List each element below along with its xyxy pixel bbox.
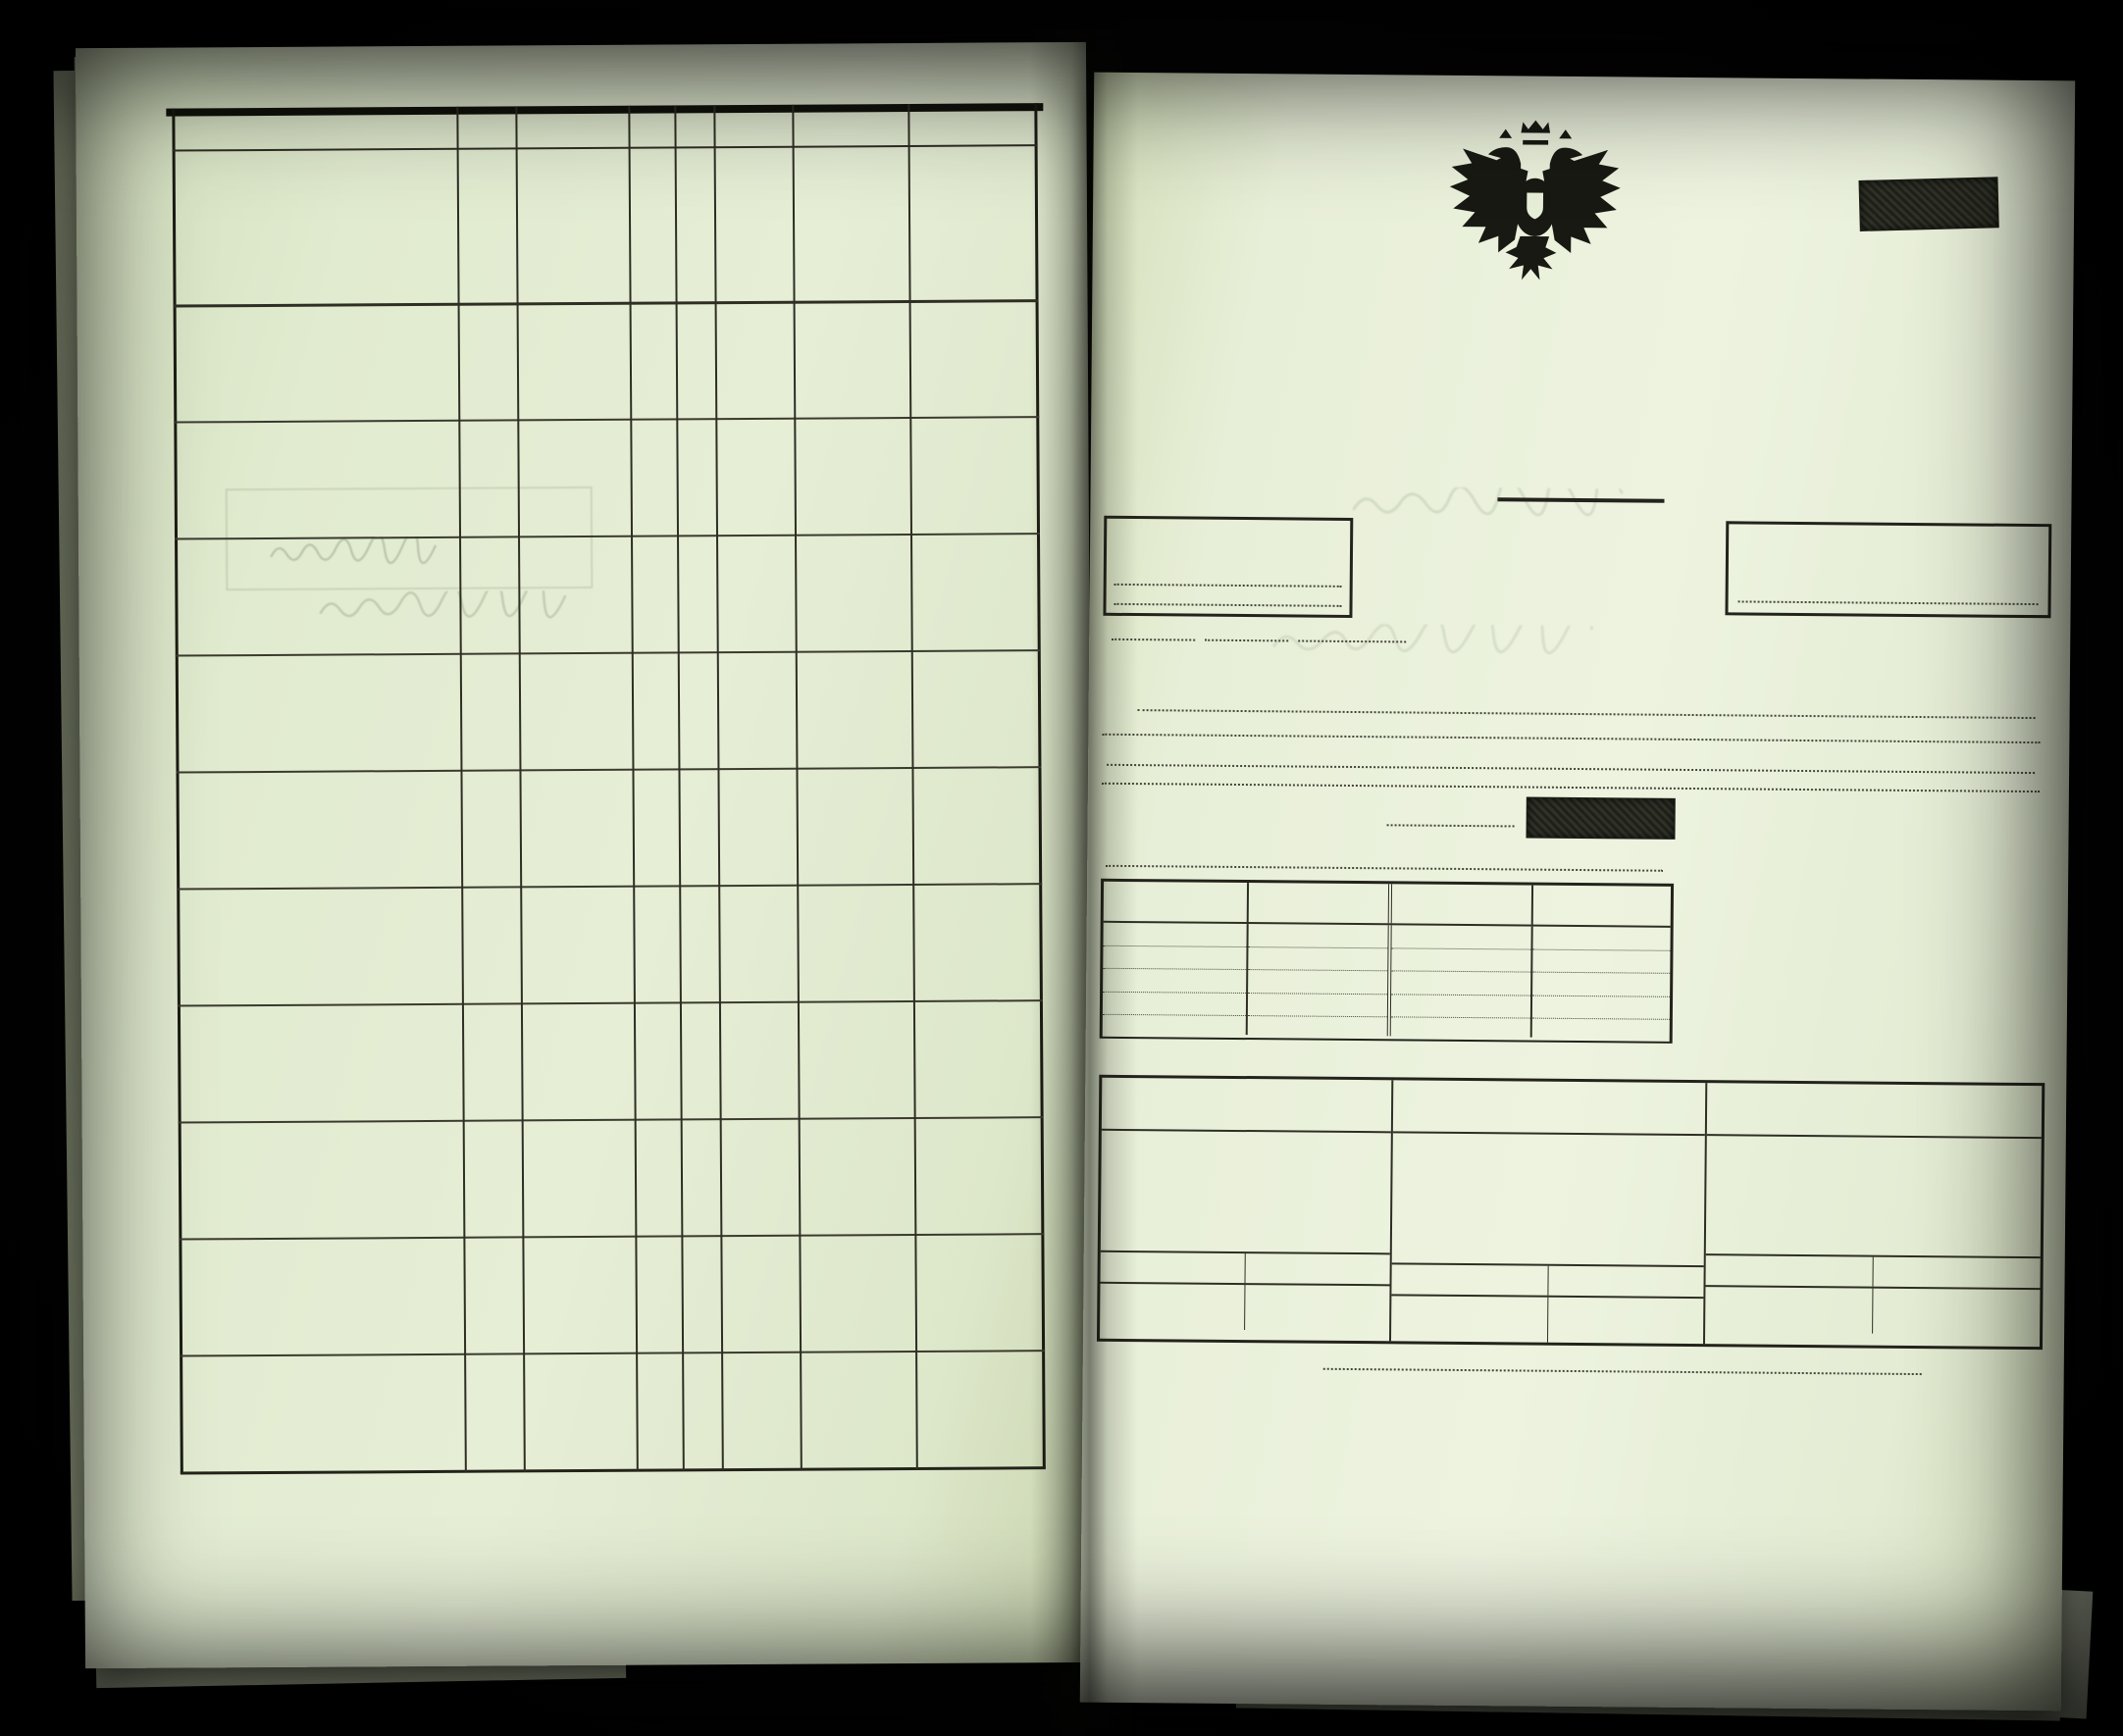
count-cell-blank (1705, 1287, 1873, 1333)
village-question-line1 (1103, 657, 2040, 685)
rules-paragraph (1580, 1432, 2040, 1436)
building-row-blank (1532, 973, 1670, 997)
household-no-stamp (1527, 798, 1674, 839)
province-label (1107, 519, 1350, 531)
gridline (515, 106, 526, 1471)
building-row-blank (1248, 994, 1387, 1018)
count-header (1393, 1080, 1705, 1136)
precinct-line (1107, 622, 1823, 646)
count-cell-blank (1547, 1298, 1703, 1344)
law-line (1091, 449, 2072, 458)
count-cell-blank (1245, 1285, 1389, 1331)
note-title (1687, 872, 1709, 887)
ghost-line (1779, 335, 2014, 337)
rules-right-column (1580, 1432, 2040, 1438)
blank-line (1102, 781, 2040, 792)
count-col-present (1100, 1078, 1393, 1342)
header-line (519, 175, 627, 176)
gridline (628, 106, 639, 1471)
rules-continuation (1580, 1434, 2040, 1438)
header-line (796, 163, 906, 164)
building-row-blank (1248, 1016, 1387, 1040)
person-table (76, 42, 1096, 1668)
province-box (1103, 516, 1353, 618)
ghost-handwriting (1345, 486, 1855, 527)
female-label (1548, 1266, 1704, 1297)
roof-header (1249, 883, 1392, 923)
rules-left-column (1098, 1428, 1559, 1434)
column-header-registration (911, 168, 1035, 169)
blank-line (1114, 601, 1342, 607)
owner-question-line (1102, 747, 2040, 774)
column-header-name-title (182, 160, 449, 162)
sheet-number-stamp (1859, 178, 1997, 230)
building-row-blank (1532, 927, 1670, 951)
header-line (519, 175, 627, 176)
female-label (1873, 1257, 2040, 1288)
building-row (1391, 925, 1530, 949)
building-row (1391, 995, 1530, 1019)
enumerator-signature-line (1319, 1352, 1927, 1375)
ghost-line (1838, 235, 2049, 237)
ghost-line (1730, 287, 2053, 290)
count-cell-blank (1391, 1296, 1548, 1342)
buildings-question-line (1101, 843, 1668, 872)
count-header (1707, 1083, 2042, 1139)
count-desc (1101, 1131, 1391, 1253)
header-line (796, 163, 906, 164)
form-type (1347, 573, 1720, 576)
ghost-line (1780, 261, 2049, 263)
building-row (1391, 1018, 1530, 1042)
header-line (911, 168, 1035, 169)
material-header (1392, 884, 1533, 924)
gridline (713, 105, 724, 1470)
uezd-box (1725, 521, 2051, 618)
building-row-blank (1532, 996, 1670, 1020)
building-row-blank (1248, 947, 1387, 972)
count-table (1097, 1075, 2045, 1350)
building-row (1391, 948, 1530, 973)
blank-line (1102, 732, 2040, 743)
header-line (911, 168, 1035, 169)
rules-paragraph (1580, 1434, 2040, 1438)
rules-paragraph (1098, 1428, 1559, 1432)
roof-rows-right (1532, 927, 1671, 1039)
blank-line (1298, 624, 1406, 642)
main-title (1112, 326, 2053, 333)
ghost-line (1730, 311, 2053, 314)
gridline (907, 104, 918, 1469)
rules-title (1083, 1379, 2064, 1388)
gridline (792, 105, 803, 1470)
column-header-name (182, 160, 449, 166)
table-border-left (172, 109, 183, 1474)
census-form-right-page (1080, 73, 2075, 1711)
imperial-eagle-icon (1443, 115, 1627, 308)
building-row-blank (1532, 949, 1670, 974)
blank-line (1114, 582, 1342, 587)
count-header (1102, 1078, 1391, 1134)
gridline (674, 105, 685, 1470)
blank-line (1138, 692, 2036, 718)
female-label (1246, 1253, 1390, 1284)
census-form-left-page (76, 42, 1096, 1668)
roof-header (1533, 886, 1671, 926)
count-cell-blank (1873, 1289, 2040, 1335)
gridline (456, 107, 467, 1472)
roof-rows-left (1248, 924, 1392, 1036)
header-line (519, 175, 627, 176)
blank-line (1387, 807, 1515, 827)
rules-paragraph (1098, 1430, 1559, 1434)
blank-line (1323, 1352, 1922, 1375)
page-fold-shadow (1030, 29, 1138, 1736)
blank-line (1107, 747, 2035, 774)
count-col-permanent (1391, 1080, 1707, 1344)
building-row-blank (1248, 924, 1387, 948)
male-label (1706, 1255, 1874, 1286)
header-line (911, 168, 1035, 169)
count-title (1086, 1046, 2067, 1054)
header-line (911, 168, 1035, 169)
column-header-sex (459, 169, 514, 182)
table-border-top (166, 103, 1043, 116)
header-line (519, 175, 627, 176)
header-line (796, 163, 906, 164)
blank-line (1738, 598, 2039, 605)
blank-line (1205, 623, 1288, 641)
village-question-line2 (1128, 692, 2041, 723)
material-rows-right (1391, 925, 1533, 1037)
count-desc (1706, 1136, 2042, 1256)
count-col-nonpeasant (1705, 1083, 2042, 1347)
column-header-name-note (182, 164, 449, 166)
building-row-blank (1248, 970, 1387, 995)
male-label (1391, 1264, 1548, 1295)
buildings-table (1100, 879, 1674, 1044)
building-row-blank (1532, 1019, 1670, 1043)
count-desc (1392, 1133, 1705, 1265)
uezd-label (1729, 524, 2048, 538)
column-header-relation (519, 175, 627, 176)
households-line (1381, 792, 2041, 845)
blank-line (1106, 843, 1663, 872)
column-header-birthplace (796, 163, 906, 164)
note-block (1687, 872, 2043, 890)
sub-title (1091, 396, 2072, 405)
building-row (1391, 972, 1530, 996)
